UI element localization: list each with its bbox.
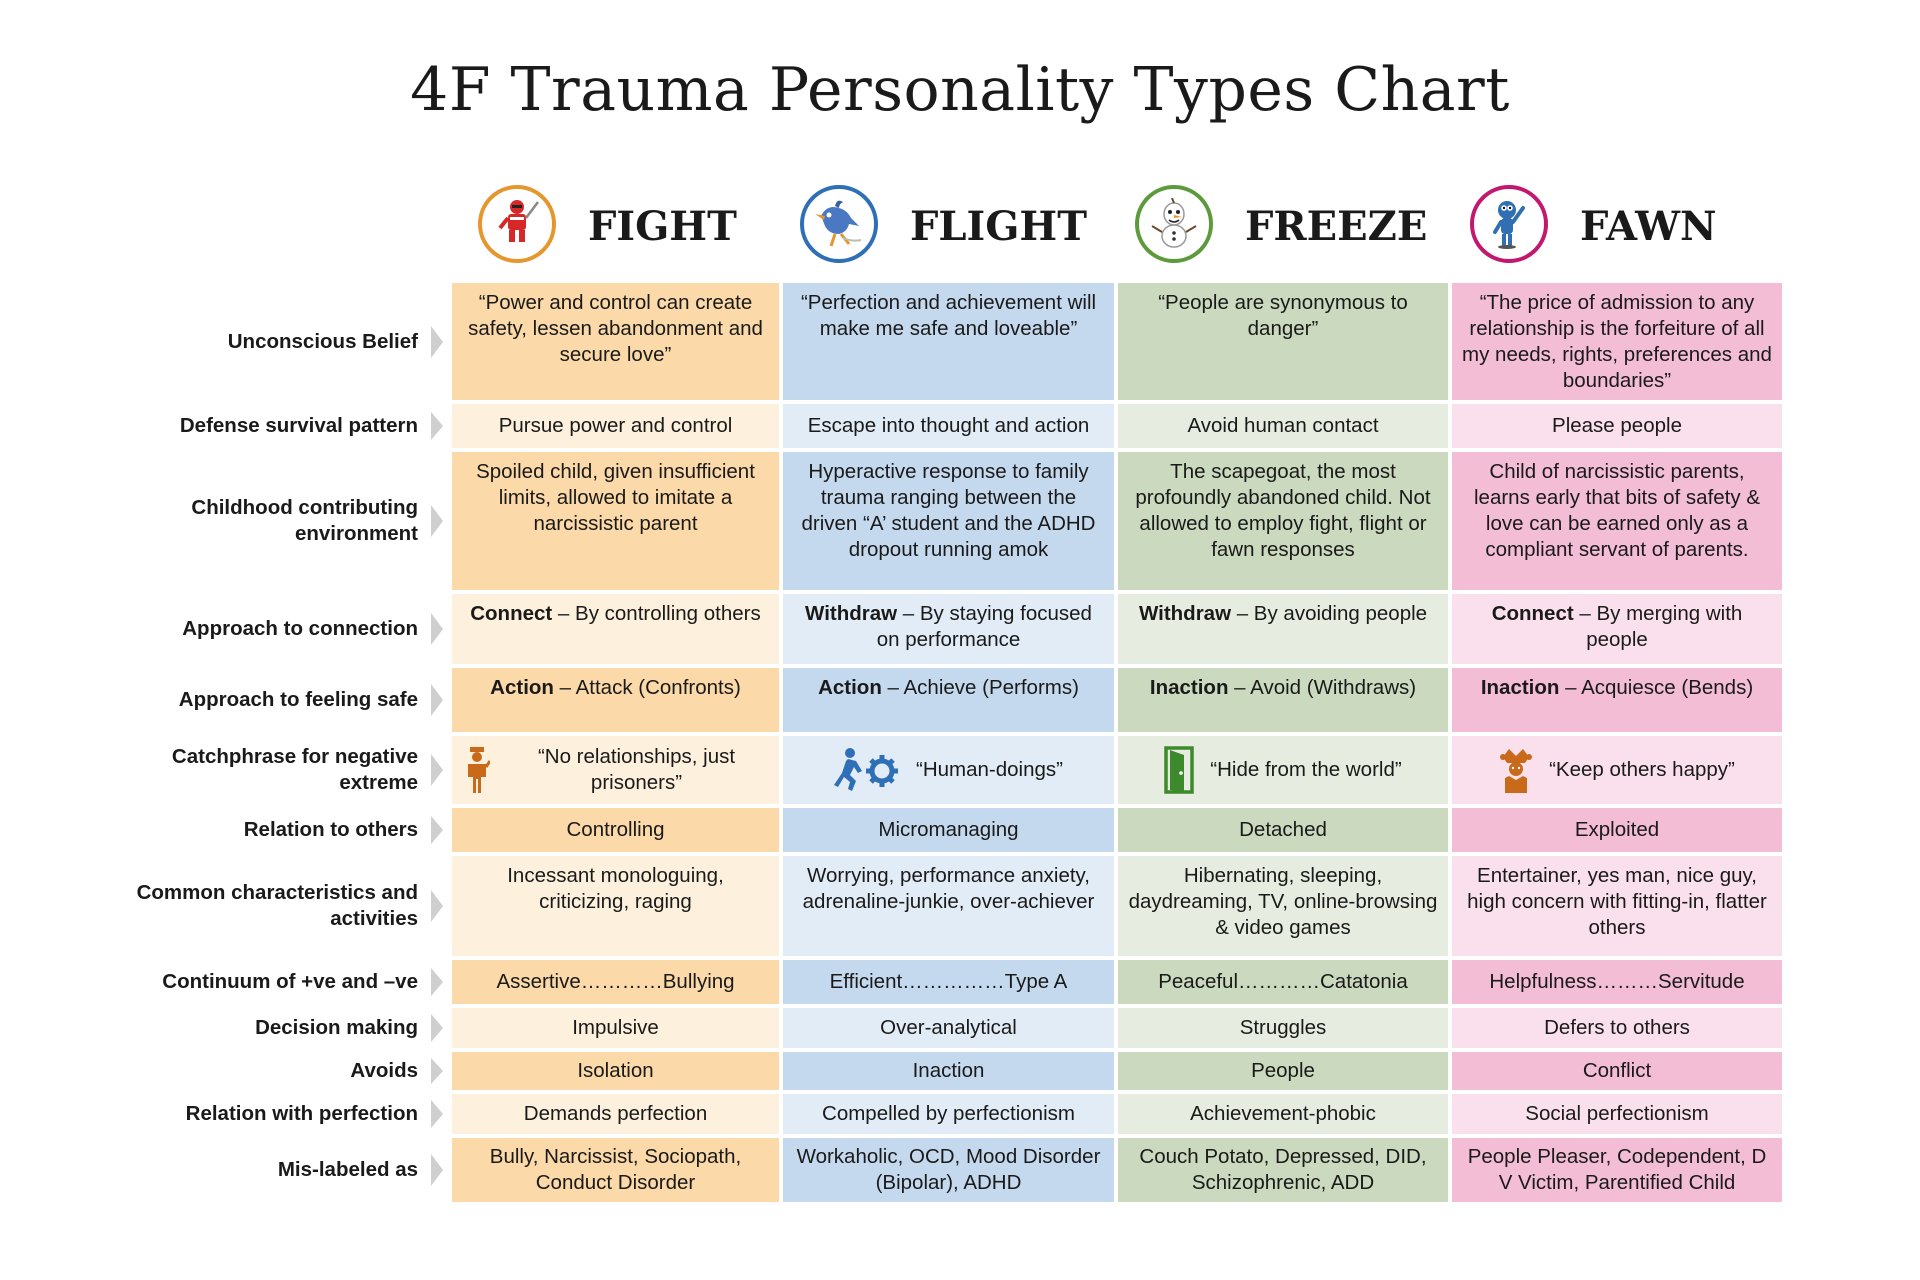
cell-keyword: Connect: [1491, 602, 1574, 625]
cell-flight-common-characteristics: Worrying, performance anxiety, adrenaline-junkie, over-achiever: [783, 856, 1114, 956]
cell-freeze-common-characteristics: Hibernating, sleeping, daydreaming, TV, online-browsing & video games: [1118, 856, 1448, 956]
cell-text: – By avoiding people: [1231, 602, 1428, 625]
cell-keyword: Connect: [470, 602, 553, 625]
cell-freeze-relation-to-others: Detached: [1118, 808, 1448, 852]
cell-flight-catchphrase: [783, 736, 1114, 804]
cell-flight-decision-making: Over-analytical: [783, 1008, 1114, 1048]
page-title: 4F Trauma Personality Types Chart: [410, 55, 1510, 125]
chevron-right-icon: [430, 1094, 444, 1134]
cell-text: – Attack (Confronts): [553, 676, 741, 699]
cell-text: – Achieve (Performs): [881, 676, 1079, 699]
cell-keyword: Action: [490, 676, 554, 699]
chevron-right-icon: [430, 960, 444, 1004]
cell-flight-continuum: Efficient……………Type A: [783, 960, 1114, 1004]
cell-fight-catchphrase: [452, 736, 779, 804]
cell-keyword: Action: [818, 676, 882, 699]
door-exit-icon: [1164, 746, 1194, 794]
chevron-right-icon: [430, 283, 444, 400]
row-label-approach-to-connection: Approach to connection: [182, 617, 418, 640]
cell-fawn-continuum: Helpfulness………Servitude: [1452, 960, 1782, 1004]
cell-text: “No relationships, just prisoners”: [537, 745, 736, 794]
cell-freeze-feeling-safe: [1118, 668, 1448, 732]
chevron-right-icon: [430, 736, 444, 804]
cell-flight-childhood-environment: Hyperactive response to family trauma ranging between the driven “A’ student and the ADHD dropout running amok: [783, 452, 1114, 590]
cell-fawn-defense-survival-pattern: Please people: [1452, 404, 1782, 448]
row-label-decision-making: Decision making: [255, 1016, 418, 1039]
cell-flight-mislabeled-as: Workaholic, OCD, Mood Disorder (Bipolar), ADHD: [783, 1138, 1114, 1202]
cell-freeze-unconscious-belief: “People are synonymous to danger”: [1118, 283, 1448, 400]
row-label-avoids: Avoids: [350, 1059, 418, 1082]
row-label-common-characteristics: Common characteristics and activities: [136, 881, 418, 930]
runner-gear-icon: [834, 747, 900, 793]
row-label-catchphrase: Catchphrase for negative extreme: [171, 745, 418, 794]
cell-freeze-approach-to-connection: [1118, 594, 1448, 664]
chevron-right-icon: [430, 808, 444, 852]
cell-keyword: Withdraw: [1138, 602, 1232, 625]
cell-fawn-feeling-safe: [1452, 668, 1782, 732]
cell-flight-avoids: Inaction: [783, 1052, 1114, 1090]
cell-freeze-catchphrase: [1118, 736, 1448, 804]
cell-fawn-common-characteristics: Entertainer, yes man, nice guy, high concern with fitting-in, flatter others: [1452, 856, 1782, 956]
cell-fawn-decision-making: Defers to others: [1452, 1008, 1782, 1048]
cell-text: – By controlling others: [552, 602, 761, 625]
cell-fawn-relation-with-perfection: Social perfectionism: [1452, 1094, 1782, 1134]
cell-freeze-continuum: Peaceful…………Catatonia: [1118, 960, 1448, 1004]
cell-fawn-relation-to-others: Exploited: [1452, 808, 1782, 852]
snowman-icon: [1135, 185, 1213, 263]
cell-fawn-unconscious-belief: “The price of admission to any relationship is the forfeiture of all my needs, rights, preferences and boundaries”: [1452, 283, 1782, 400]
chevron-right-icon: [430, 1052, 444, 1090]
row-label-childhood-environment: Childhood contributing environment: [191, 496, 418, 545]
cell-freeze-relation-with-perfection: Achievement-phobic: [1118, 1094, 1448, 1134]
cell-flight-relation-with-perfection: Compelled by perfectionism: [783, 1094, 1114, 1134]
cell-fawn-avoids: Conflict: [1452, 1052, 1782, 1090]
cell-fawn-mislabeled-as: People Pleaser, Codependent, D V Victim, Parentified Child: [1452, 1138, 1782, 1202]
column-title-fight: FIGHT: [588, 203, 737, 250]
cell-text: – By staying focused on performance: [876, 602, 1092, 651]
jester-icon: [1499, 747, 1533, 793]
cell-fight-relation-with-perfection: Demands perfection: [452, 1094, 779, 1134]
row-label-continuum: Continuum of +ve and –ve: [162, 970, 418, 993]
cell-fight-relation-to-others: Controlling: [452, 808, 779, 852]
cell-flight-unconscious-belief: “Perfection and achievement will make me safe and loveable”: [783, 283, 1114, 400]
red-ranger-icon: [478, 185, 556, 263]
cell-freeze-childhood-environment: The scapegoat, the most profoundly abandoned child. Not allowed to employ fight, flight or fawn responses: [1118, 452, 1448, 590]
cell-freeze-mislabeled-as: Couch Potato, Depressed, DID, Schizophrenic, ADD: [1118, 1138, 1448, 1202]
cell-text: “Human-doings”: [916, 758, 1063, 781]
chevron-right-icon: [430, 594, 444, 664]
cell-freeze-decision-making: Struggles: [1118, 1008, 1448, 1048]
cell-keyword: Withdraw: [805, 602, 898, 625]
chevron-right-icon: [430, 452, 444, 590]
cell-keyword: Inaction: [1480, 676, 1560, 699]
row-label-approach-to-feeling-safe: Approach to feeling safe: [178, 688, 418, 711]
chevron-right-icon: [430, 404, 444, 448]
cell-flight-defense-survival-pattern: Escape into thought and action: [783, 404, 1114, 448]
cell-fight-mislabeled-as: Bully, Narcissist, Sociopath, Conduct Disorder: [452, 1138, 779, 1202]
cell-text: “Hide from the world”: [1210, 758, 1402, 781]
cell-freeze-defense-survival-pattern: Avoid human contact: [1118, 404, 1448, 448]
cell-flight-approach-to-connection: [783, 594, 1114, 664]
chevron-right-icon: [430, 1138, 444, 1202]
cell-flight-relation-to-others: Micromanaging: [783, 808, 1114, 852]
chevron-right-icon: [430, 1008, 444, 1048]
cell-text: “Keep others happy”: [1549, 758, 1735, 781]
cell-keyword: Inaction: [1149, 676, 1229, 699]
cell-flight-feeling-safe: [783, 668, 1114, 732]
row-label-mislabeled-as: Mis-labeled as: [277, 1158, 418, 1181]
column-title-freeze: FREEZE: [1245, 203, 1428, 250]
cell-fawn-catchphrase: [1452, 736, 1782, 804]
cell-fight-avoids: Isolation: [452, 1052, 779, 1090]
chevron-right-icon: [430, 668, 444, 732]
row-label-defense-survival-pattern: Defense survival pattern: [179, 414, 418, 437]
column-title-flight: FLIGHT: [910, 203, 1087, 250]
cell-fight-common-characteristics: Incessant monologuing, criticizing, raging: [452, 856, 779, 956]
row-label-unconscious-belief: Unconscious Belief: [227, 329, 418, 353]
roadrunner-icon: [800, 185, 878, 263]
cell-fight-continuum: Assertive…………Bullying: [452, 960, 779, 1004]
cell-fawn-approach-to-connection: [1452, 594, 1782, 664]
cell-text: – Avoid (Withdraws): [1228, 676, 1417, 699]
cell-fight-approach-to-connection: [452, 594, 779, 664]
cell-fight-decision-making: Impulsive: [452, 1008, 779, 1048]
cell-fight-feeling-safe: [452, 668, 779, 732]
cell-text: – Acquiesce (Bends): [1559, 676, 1754, 699]
cell-freeze-avoids: People: [1118, 1052, 1448, 1090]
police-officer-icon: [464, 747, 490, 793]
cell-fight-unconscious-belief: “Power and control can create safety, lessen abandonment and secure love”: [452, 283, 779, 400]
row-label-relation-with-perfection: Relation with perfection: [185, 1102, 418, 1125]
chevron-right-icon: [430, 856, 444, 956]
cell-text: – By merging with people: [1573, 602, 1743, 651]
cell-fawn-childhood-environment: Child of narcissistic parents, learns early that bits of safety & love can be earned only as a compliant servant of parents.: [1452, 452, 1782, 590]
blue-puppet-icon: [1470, 185, 1548, 263]
cell-fight-defense-survival-pattern: Pursue power and control: [452, 404, 779, 448]
column-title-fawn: FAWN: [1580, 203, 1717, 250]
row-label-relation-to-others: Relation to others: [243, 818, 418, 841]
cell-fight-childhood-environment: Spoiled child, given insufficient limits, allowed to imitate a narcissistic parent: [452, 452, 779, 590]
